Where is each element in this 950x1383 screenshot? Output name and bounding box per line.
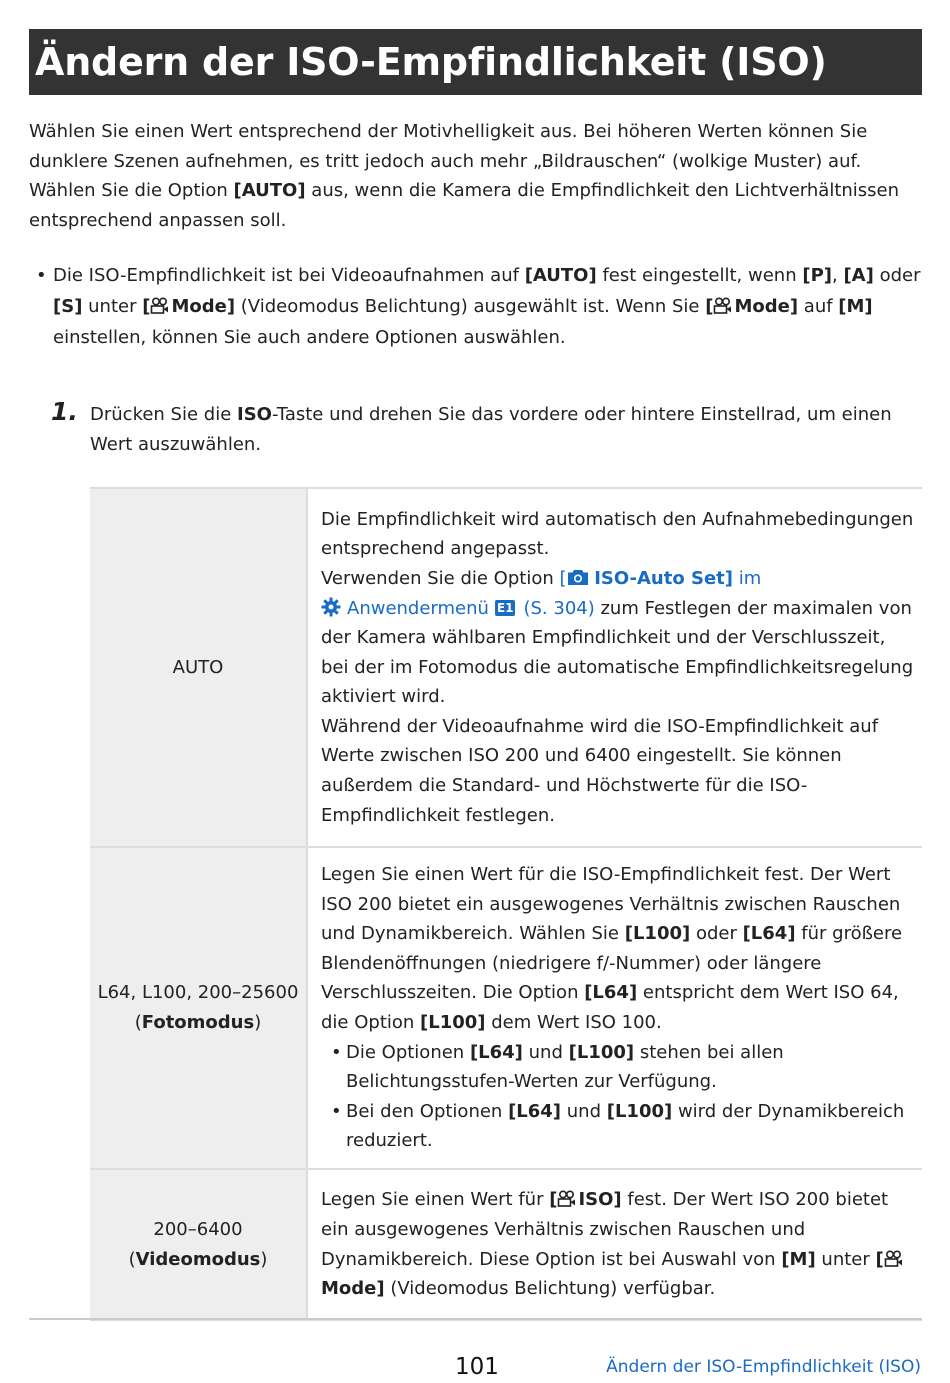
option-description: Die Empfindlichkeit wird automatisch den Aufnahmebedingungen entsprechend angepasst. Verwenden Sie die Option [ ISO-Auto Set] im Anwendermenü E1 (S. 304) zum Festlegen der maximalen von der Kamera wählbaren Empfindlichkeit und der Verschlusszeit, bei der im Fotomodus die automatische Empfindlichkeitsregelung aktiviert wird. Während der Videoaufnahme wird die ISO-Empfindlichkeit auf Werte zwischen ISO 200 und 6400 eingestellt. Sie können außerdem die Standard- und Höchstwerte für die ISO-Empfindlichkeit festlegen. bbox=[321, 508, 914, 826]
movie-icon bbox=[884, 1250, 903, 1267]
movie-icon bbox=[557, 1190, 576, 1207]
table-row bbox=[90, 488, 922, 847]
movie-icon bbox=[150, 297, 169, 314]
option-label: L64, L100, 200–25600 (Fotomodus) bbox=[90, 847, 307, 1169]
footer-divider bbox=[29, 1318, 922, 1320]
option-label: 200–6400 (Videomodus) bbox=[90, 1169, 307, 1320]
page-number: 101 bbox=[455, 1354, 499, 1380]
list-item: • Die Optionen [L64] und [L100] stehen bei allen Belichtungsstufen-Werten zur Verfügung. bbox=[321, 1038, 914, 1097]
bullet: • bbox=[331, 1041, 342, 1063]
page-title: Ändern der ISO-Empfindlichkeit (ISO) bbox=[35, 40, 827, 84]
table-row bbox=[90, 1169, 922, 1320]
step-number: 1. bbox=[51, 397, 78, 426]
custom-menu-link[interactable]: Anwendermenü E1 (S. 304) bbox=[321, 598, 595, 619]
gear-icon bbox=[321, 597, 341, 617]
bullet: • bbox=[331, 1100, 342, 1122]
list-item: • Bei den Optionen [L64] und [L100] wird der Dynamikbereich reduziert. bbox=[321, 1097, 914, 1156]
page-header bbox=[29, 29, 922, 95]
e1-badge: E1 bbox=[496, 600, 514, 615]
option-label: AUTO bbox=[90, 488, 307, 847]
camera-icon bbox=[567, 568, 589, 586]
step-text: Drücken Sie die ISO-Taste und drehen Sie das vordere oder hintere Einstellrad, um einen Wert auszuwählen. bbox=[90, 404, 892, 455]
table-row bbox=[90, 847, 922, 1169]
movie-icon bbox=[713, 297, 732, 314]
intro-paragraph: Wählen Sie einen Wert entsprechend der Motivhelligkeit aus. Bei höheren Werten können Sie dunklere Szenen aufnehmen, es tritt jedoch auch mehr „Bildrauschen“ (wolkige Muster) auf. Wählen Sie die Option [AUTO] aus, wenn die Kamera die Empfindlichkeit den Lichtverhältnissen entsprechend anpassen soll. bbox=[29, 121, 900, 232]
bullet: • bbox=[36, 265, 47, 286]
option-description: Legen Sie einen Wert für die ISO-Empfindlichkeit fest. Der Wert ISO 200 bietet ein ausgewogenes Verhältnis zwischen Rauschen und Dynamikbereich. Wählen Sie [L100] oder [L64] für größere Blendenöffnungen (niedrigere f/-Nummer) oder längere Verschlusszeiten. Die Option [L64] entspricht dem Wert ISO 64, die Option [L100] dem Wert ISO 100. • Die Optionen [L64] und [L100] stehen bei allen Belichtungsstufen-Werten zur Verfügung. • Bei den Optionen [L64] und [L100] wird der Dynamikbereich reduziert. bbox=[307, 847, 922, 1169]
iso-options-table bbox=[90, 487, 922, 1321]
step-1 bbox=[51, 397, 921, 459]
footer-section-link[interactable]: Ändern der ISO-Empfindlichkeit (ISO) bbox=[606, 1357, 921, 1377]
note-item: • Die ISO-Empfindlichkeit ist bei Videoaufnahmen auf [AUTO] fest eingestellt, wenn [P], [A] oder [S] unter [ Mode] (Videomodus Belichtung) ausgewählt ist. Wenn Sie [ Mode] auf [M] einstellen, können Sie auch andere Optionen auswählen. bbox=[36, 260, 943, 353]
option-description: Legen Sie einen Wert für [ ISO] fest. Der Wert ISO 200 bietet ein ausgewogenes Verhältnis zwischen Rauschen und Dynamikbereich. Diese Option ist bei Auswahl von [M] unter [Mode] (Videomodus Belichtung) verfügbar. bbox=[307, 1169, 922, 1320]
iso-auto-set-link[interactable]: [ ISO-Auto Set] im bbox=[559, 567, 762, 589]
